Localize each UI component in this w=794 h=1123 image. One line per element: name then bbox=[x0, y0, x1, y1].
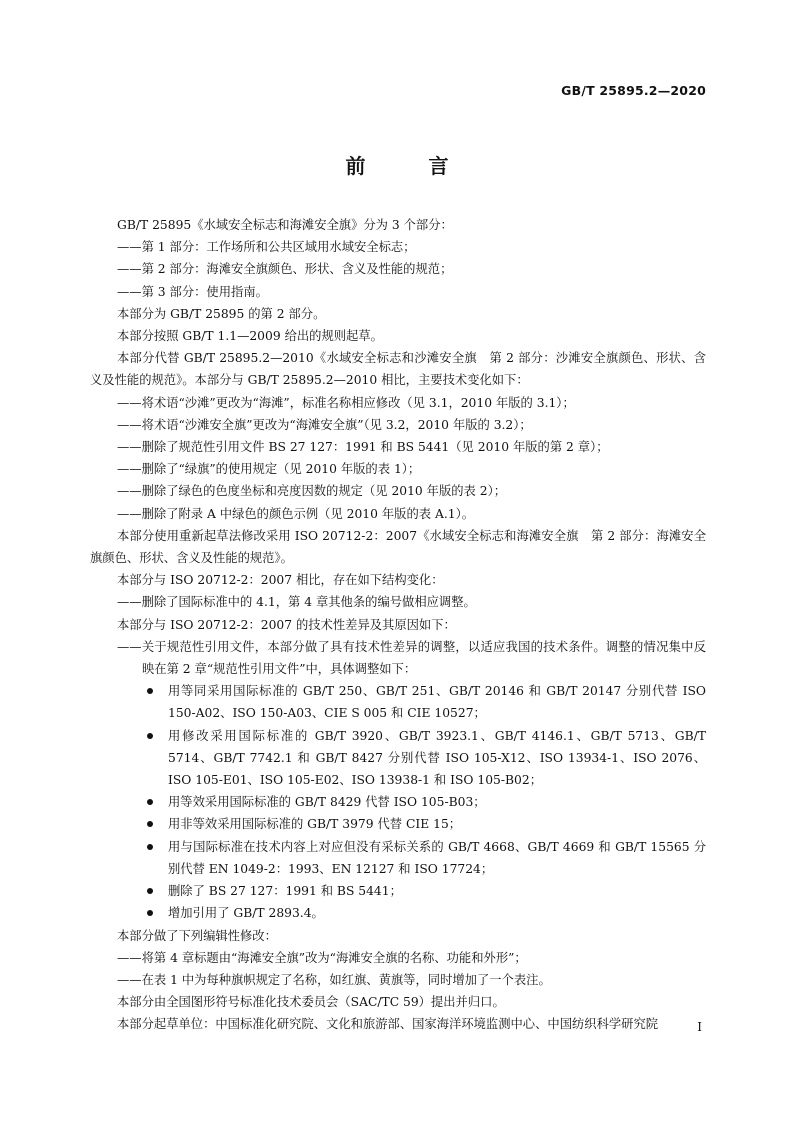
paragraph: 本部分代替 GB/T 25895.2—2010《水域安全标志和沙滩安全旗 第 2 部分：沙滩安全旗颜色、形状、含义及性能的规范》。本部分与 GB/T 25895.2—2010 相比，主要技术变化如下： bbox=[90, 351, 706, 388]
bullet-text: 用非等效采用国际标准的 GB/T 3979 代替 CIE 15； bbox=[168, 817, 462, 832]
paragraph: 本部分由全国图形符号标准化技术委员会（SAC/TC 59）提出并归口。 bbox=[117, 995, 505, 1010]
bullet-item bbox=[90, 880, 706, 902]
list-item: ——第 2 部分：海滩安全旗颜色、形状、含义及性能的规范； bbox=[117, 262, 453, 277]
list-item: ——将第 4 章标题由“海滩安全旗”改为“海滩安全旗的名称、功能和外形”； bbox=[117, 950, 527, 965]
bullet-text: 删除了 BS 27 127：1991 和 BS 5441； bbox=[168, 884, 402, 899]
bullet-item bbox=[90, 813, 706, 835]
bullet-dot-icon bbox=[147, 733, 153, 739]
list-item: ——第 1 部分：工作场所和公共区域用水域安全标志； bbox=[117, 240, 416, 255]
bullet-dot-icon bbox=[147, 888, 153, 894]
bullet-item bbox=[90, 725, 706, 792]
bullet-dot-icon bbox=[147, 821, 153, 827]
paragraph: 本部分起草单位：中国标准化研究院、文化和旅游部、国家海洋环境监测中心、中国纺织科学研究院 bbox=[117, 1017, 659, 1032]
page-title: 前 言 bbox=[345, 154, 477, 178]
list-item: ——在表 1 中为每种旗帜规定了名称，如红旗、黄旗等，同时增加了一个表注。 bbox=[117, 972, 551, 987]
list-item: ——删除了绿色的色度坐标和亮度因数的规定（见 2010 年版的表 2）； bbox=[117, 484, 507, 499]
list-item: ——删除了附录 A 中绿色的颜色示例（见 2010 年版的表 A.1）。 bbox=[117, 506, 475, 521]
bullet-text: 用等效采用国际标准的 GB/T 8429 代替 ISO 105-B03； bbox=[168, 795, 486, 810]
paragraph: 本部分做了下列编辑性修改： bbox=[117, 928, 277, 943]
bullet-dot-icon bbox=[147, 799, 153, 805]
bullet-dot-icon bbox=[147, 844, 153, 850]
list-item: ——将术语“沙滩”更改为“海滩”，标准名称相应修改（见 3.1，2010 年版的 3.1）； bbox=[117, 395, 575, 410]
page-number: I bbox=[697, 1020, 702, 1034]
bullet-text: 用修改采用国际标准的 GB/T 3920、GB/T 3923.1、GB/T 4146.1、GB/T 5713、GB/T 5714、GB/T 7742.1 和 GB/T 8427 分别代替 ISO 105-X12、ISO 13934-1、ISO 2076、ISO 105-E01、ISO 105-E02、ISO 13938-1 和 ISO 105-B02； bbox=[168, 728, 706, 788]
list-item: ——第 3 部分：使用指南。 bbox=[117, 284, 268, 299]
bullet-text: 增加引用了 GB/T 2893.4。 bbox=[168, 906, 324, 921]
bullet-text: 用与国际标准在技术内容上对应但没有采标关系的 GB/T 4668、GB/T 4669 和 GB/T 15565 分别代替 EN 1049-2：1993、EN 12127 和 ISO 17724； bbox=[168, 839, 706, 876]
list-item: ——关于规范性引用文件，本部分做了具有技术性差异的调整，以适应我国的技术条件。调整的情况集中反映在第 2 章“规范性引用文件”中，具体调整如下： bbox=[117, 639, 706, 677]
bullet-dot-icon bbox=[147, 688, 153, 694]
paragraph: 本部分使用重新起草法修改采用 ISO 20712-2：2007《水域安全标志和海滩安全旗 第 2 部分：海滩安全旗颜色、形状、含义及性能的规范》。 bbox=[90, 528, 706, 566]
bullet-item bbox=[90, 902, 706, 924]
foreword-body bbox=[90, 214, 706, 1036]
list-item: ——删除了“绿旗”的使用规定（见 2010 年版的表 1）； bbox=[117, 462, 421, 477]
paragraph: GB/T 25895《水域安全标志和海滩安全旗》分为 3 个部分： bbox=[117, 218, 453, 232]
bullet-text: 用等同采用国际标准的 GB/T 250、GB/T 251、GB/T 20146 和 GB/T 20147 分别代替 ISO 150-A02、ISO 150-A03、CIE S 005 和 CIE 10527； bbox=[168, 684, 706, 721]
list-item: ——删除了规范性引用文件 BS 27 127：1991 和 BS 5441（见 2010 年版的第 2 章）； bbox=[117, 440, 609, 455]
bullet-item bbox=[90, 791, 706, 813]
paragraph: 本部分与 ISO 20712-2：2007 的技术性差异及其原因如下： bbox=[117, 617, 456, 632]
list-item: ——将术语“沙滩安全旗”更改为“海滩安全旗”（见 3.2，2010 年版的 3.2）； bbox=[117, 417, 532, 432]
list-item: ——删除了国际标准中的 4.1，第 4 章其他条的编号做相应调整。 bbox=[117, 595, 476, 610]
paragraph: 本部分与 ISO 20712-2：2007 相比，存在如下结构变化： bbox=[117, 573, 444, 588]
document-code: GB/T 25895.2—2020 bbox=[561, 83, 706, 98]
bullet-item bbox=[90, 680, 706, 724]
paragraph: 本部分按照 GB/T 1.1—2009 给出的规则起草。 bbox=[117, 329, 383, 344]
paragraph: 本部分为 GB/T 25895 的第 2 部分。 bbox=[117, 306, 326, 321]
bullet-dot-icon bbox=[147, 910, 153, 916]
bullet-item bbox=[90, 836, 706, 880]
